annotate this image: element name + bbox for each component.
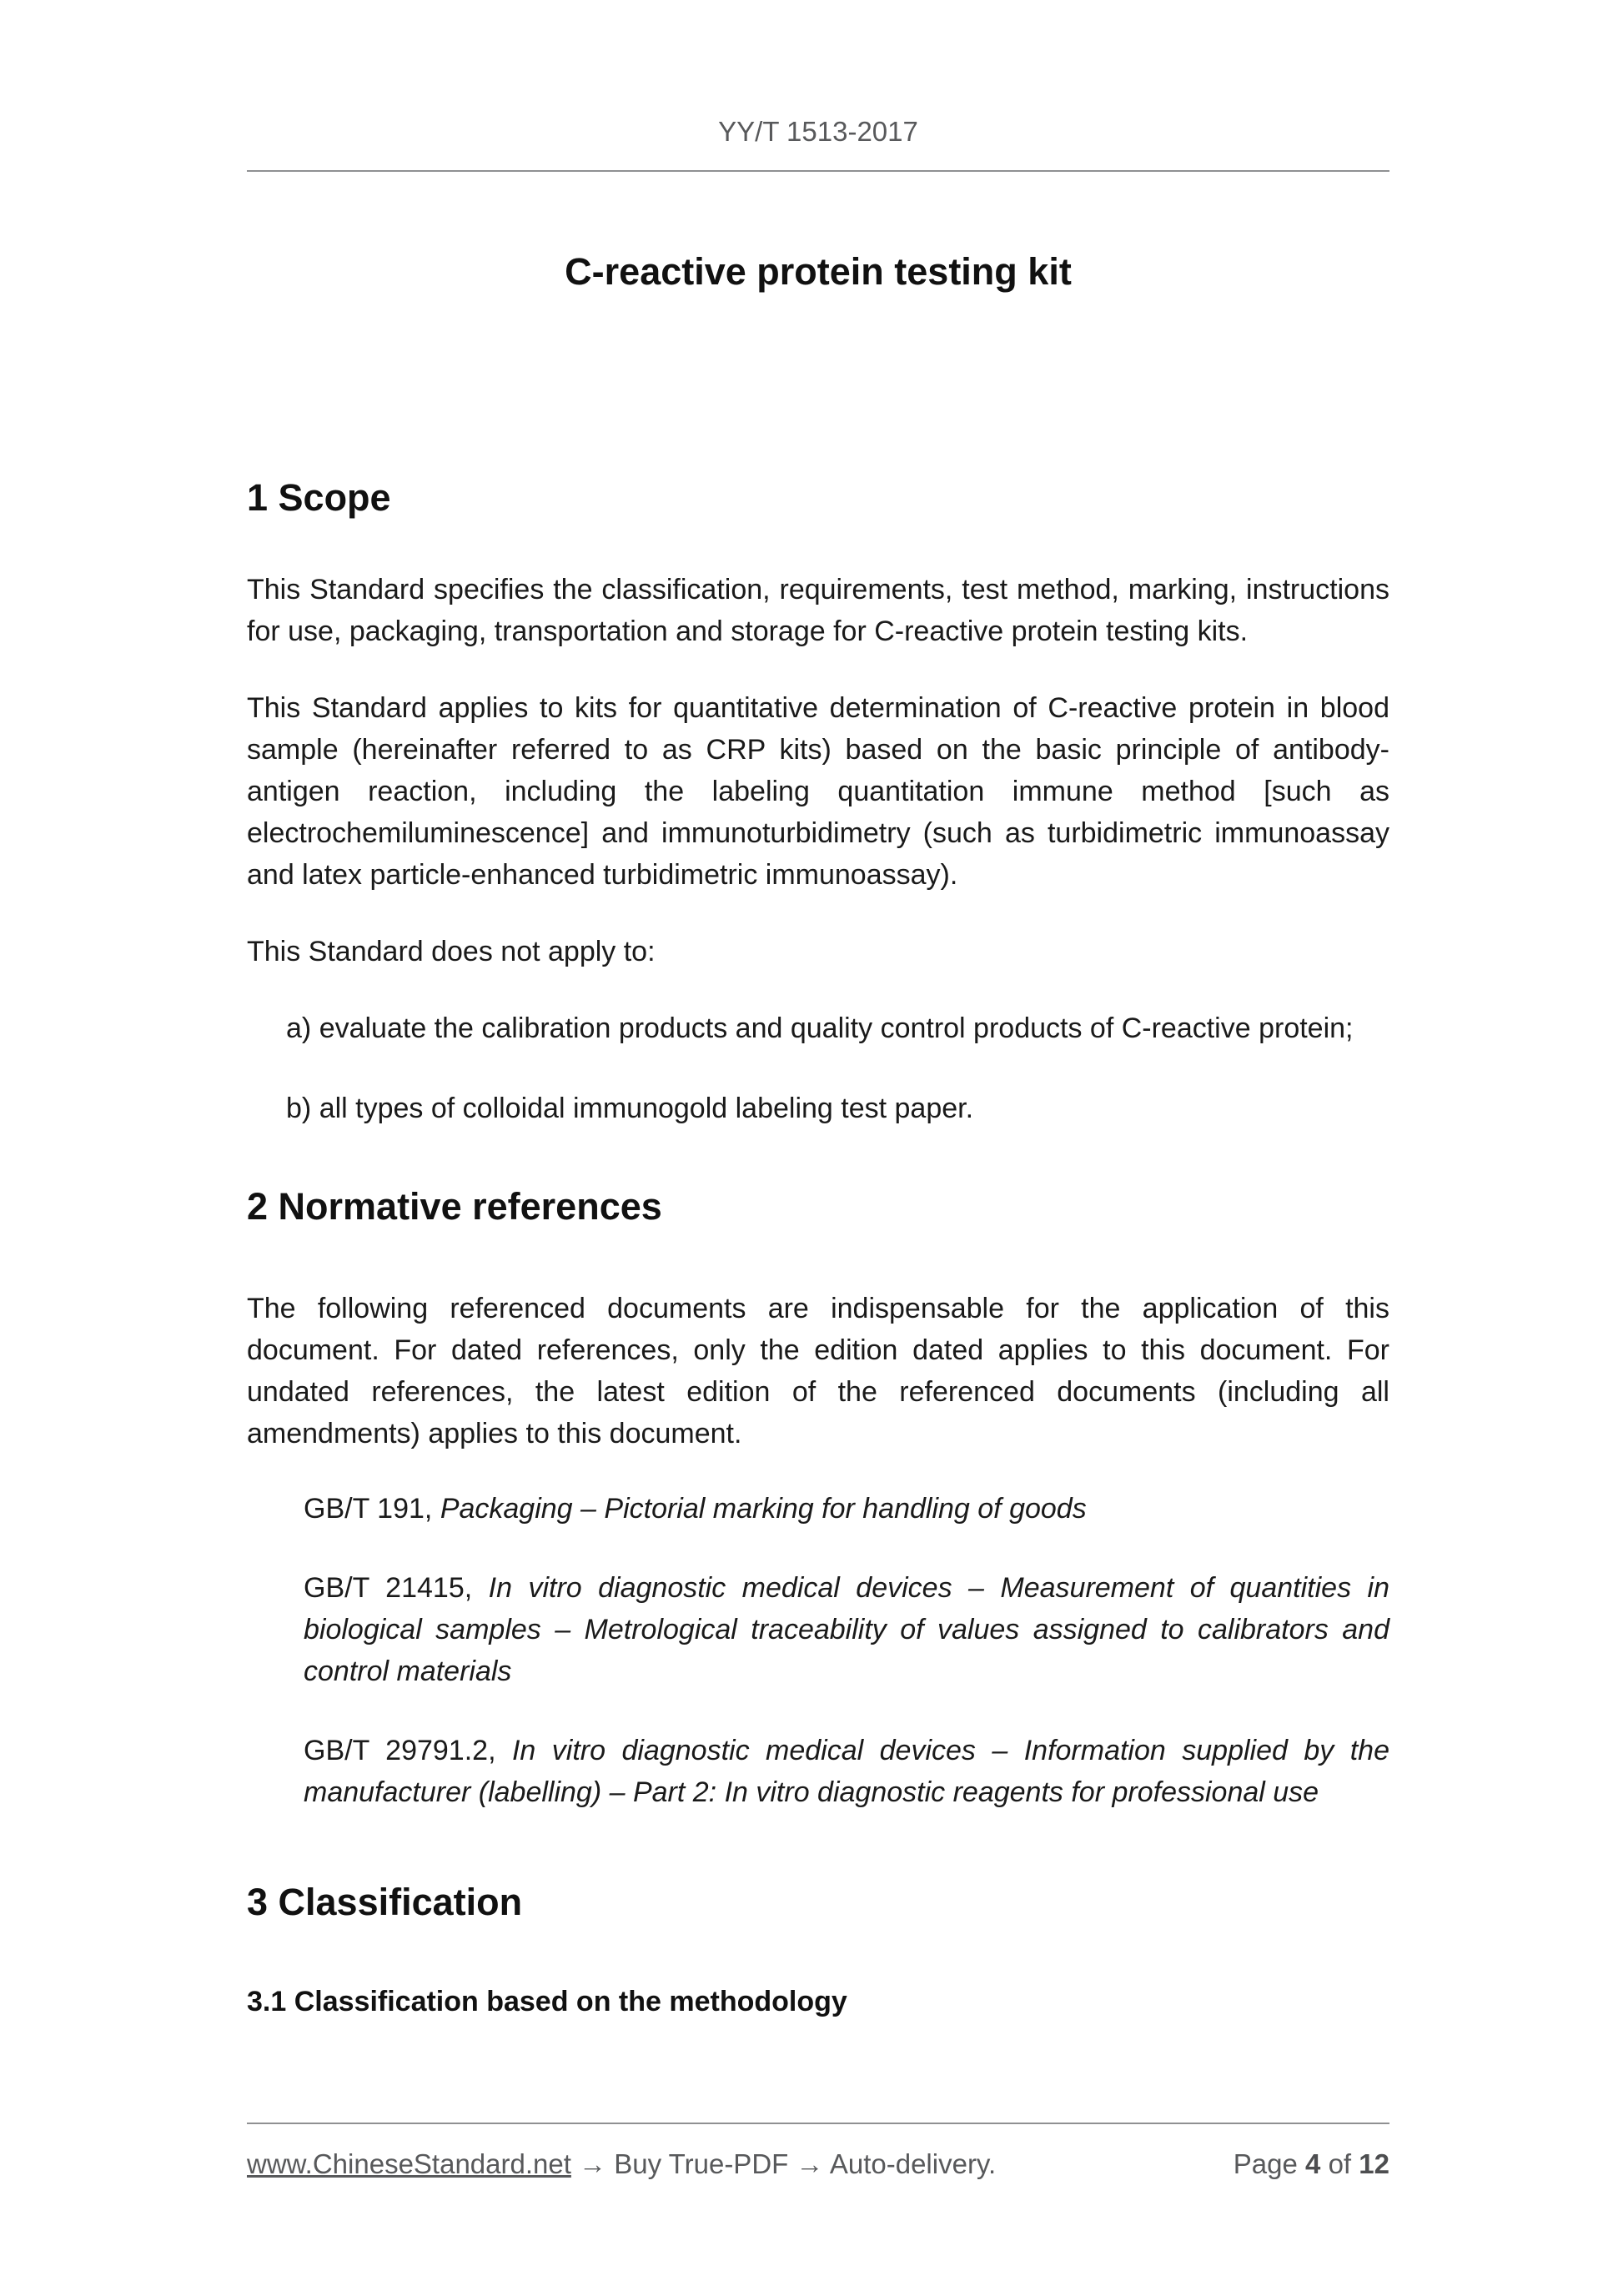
reference-title: In vitro diagnostic medical devices – Measurement of quantities in biological samples – Metrological traceability of values assigned to calibrators and control materials [304, 1572, 1389, 1687]
section-normative-references [247, 1184, 1389, 1813]
page-indicator [1234, 2146, 1389, 2183]
heading-scope: 1 Scope [247, 476, 391, 519]
page-label: Page [1233, 2148, 1298, 2179]
reference-entry [247, 1567, 1389, 1692]
section-classification [247, 1880, 1389, 2022]
header-rule [247, 170, 1389, 172]
list-text-a: evaluate the calibration products and quality control products of C-reactive protein; [319, 1012, 1354, 1044]
scope-paragraph-3: This Standard does not apply to: [247, 936, 656, 967]
list-marker-b: b) [286, 1093, 312, 1124]
footer-delivery-text: Auto-delivery. [829, 2148, 997, 2179]
list-marker-a: a) [286, 1012, 312, 1044]
reference-entry [247, 1730, 1389, 1813]
footer-rule [247, 2123, 1389, 2124]
page-footer [247, 2123, 1389, 2183]
subheading-classification-methodology: 3.1 Classification based on the methodology [247, 1986, 847, 2017]
footer-left [247, 2146, 996, 2183]
document-title: C-reactive protein testing kit [565, 250, 1072, 293]
list-text-b: all types of colloidal immunogold labeling test paper. [319, 1093, 974, 1124]
heading-classification: 3 Classification [247, 1881, 523, 1923]
list-item-b [247, 1088, 1389, 1129]
reference-entry [247, 1488, 1389, 1530]
list-item-a [247, 1007, 1389, 1049]
arrow-right-icon: → [579, 2148, 607, 2179]
reference-code: GB/T 21415, [304, 1572, 473, 1604]
normative-intro-paragraph: The following referenced documents are indispensable for the application of this document. For dated references, only the edition dated applies to this document. For undated references, the latest edition of the referenced documents (including all amendments) applies to this document. [247, 1293, 1389, 1449]
reference-code: GB/T 191, [304, 1493, 433, 1525]
header-doc-code: YY/T 1513-2017 [718, 116, 918, 147]
footer-row [247, 2146, 1389, 2183]
site-link[interactable]: www.ChineseStandard.net [247, 2148, 571, 2179]
scope-paragraph-2: This Standard applies to kits for quantitative determination of C-reactive protein in blood sample (hereinafter referred to as CRP kits) based on the basic principle of antibody-antigen reaction, including the labeling quantitation immune method [such as electrochemiluminescence] and immunoturbidimetry (such as turbidimetric immunoassay and latex particle-enhanced turbidimetric immunoassay). [247, 692, 1389, 891]
page-current-number: 4 [1305, 2148, 1321, 2179]
scope-paragraph-1: This Standard specifies the classification, requirements, test method, marking, instructions for use, packaging, transportation and storage for C-reactive protein testing kits. [247, 574, 1389, 647]
page-header [247, 0, 1389, 172]
reference-code: GB/T 29791.2, [304, 1735, 496, 1766]
reference-title: In vitro diagnostic medical devices – Information supplied by the manufacturer (labelling) – Part 2: In vitro diagnostic reagents for professional use [304, 1735, 1389, 1808]
page-of-label: of [1328, 2148, 1352, 2179]
page-total-number: 12 [1359, 2148, 1389, 2179]
footer-buy-text: Buy True-PDF [614, 2148, 789, 2179]
heading-normative-references: 2 Normative references [247, 1185, 662, 1228]
reference-title: Packaging – Pictorial marking for handling of goods [440, 1493, 1087, 1525]
arrow-right-icon: → [796, 2148, 824, 2179]
section-scope [247, 475, 1389, 1129]
